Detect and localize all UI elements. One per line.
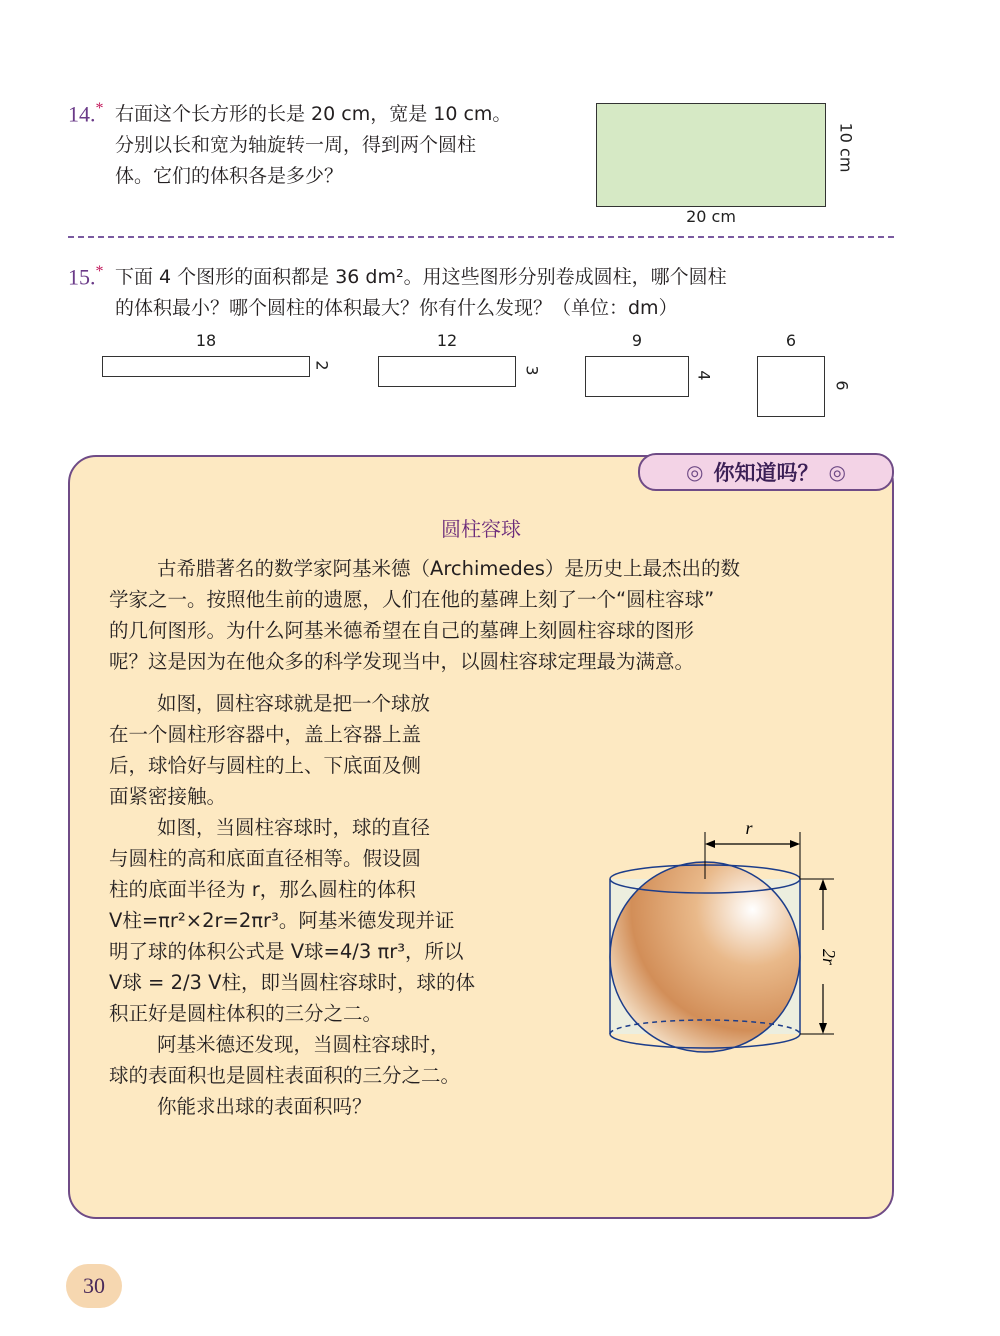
q14-text (115, 99, 511, 192)
intro-line: 呢？这是因为在他众多的科学发现当中，以圆柱容球定理最为满意。 (109, 650, 695, 673)
shape4-length-label: 6 (785, 331, 797, 350)
q15-text (115, 262, 727, 324)
formula-line: V柱=πr²×2r=2πr³。阿基米德发现并证 (109, 909, 455, 932)
body-paragraphs (109, 688, 539, 1122)
panel-title: 圆柱容球 (441, 517, 521, 541)
q14-line: 分别以长和宽为轴旋转一周，得到两个圆柱 (115, 134, 477, 156)
para3-line: 与圆柱的高和底面直径相等。假设圆 (109, 847, 422, 870)
q15-line: 下面 4 个图形的面积都是 36 dm²。用这些图形分别卷成圆柱，哪个圆柱 (115, 266, 727, 288)
intro-line: 的几何图形。为什么阿基米德希望在自己的墓碑上刻圆柱容球的图形 (109, 619, 695, 642)
q14-line: 右面这个长方形的长是 20 cm，宽是 10 cm。 (115, 103, 512, 125)
shape1-rectangle (102, 356, 310, 377)
q14-number: 14.* (68, 100, 104, 127)
shape2-length-label: 12 (436, 331, 458, 350)
cylinder-sphere-figure (596, 812, 866, 1062)
formula-line: 积正好是圆柱体积的三分之二。 (109, 1002, 383, 1025)
height-arrow-top (819, 879, 827, 890)
shape3-rectangle (585, 356, 689, 397)
para2-line: 后，球恰好与圆柱的上、下底面及侧 (109, 754, 422, 777)
formula-line: V球 = 2/3 V柱，即当圆柱容球时，球的体 (109, 971, 475, 994)
shape3-width-label: 4 (694, 370, 714, 381)
q15-number: 15.* (68, 263, 104, 290)
question-line: 你能求出球的表面积吗？ (157, 1095, 372, 1118)
height-label: 2r (819, 948, 839, 966)
circle-bullet-icon: ◎ (686, 460, 704, 484)
shape1-length-label: 18 (195, 331, 217, 350)
radius-arrow-left (705, 840, 715, 848)
para3-line: 柱的底面半径为 r，那么圆柱的体积 (109, 878, 416, 901)
shape2-width-label: 3 (522, 365, 542, 376)
para3-line: 如图，当圆柱容球时，球的直径 (157, 816, 431, 839)
para2-line: 面紧密接触。 (109, 785, 227, 808)
page-number: 30 (66, 1264, 122, 1308)
circle-bullet-icon: ◎ (828, 460, 846, 484)
section-divider (68, 236, 894, 238)
radius-label: r (745, 818, 753, 838)
shape1-width-label: 2 (312, 360, 332, 371)
q14-line: 体。它们的体积各是多少？ (115, 165, 344, 187)
para2-line: 在一个圆柱形容器中，盖上容器上盖 (109, 723, 422, 746)
q14-width-label: 10 cm (836, 122, 856, 173)
shape4-width-label: 6 (832, 380, 852, 391)
para4-line: 阿基米德还发现，当圆柱容球时， (157, 1033, 450, 1056)
intro-paragraph (109, 553, 869, 677)
radius-arrow-right (790, 840, 800, 848)
height-arrow-bottom (819, 1023, 827, 1034)
q14-length-label: 20 cm (686, 207, 736, 226)
q14-rectangle (596, 103, 826, 207)
para2-line: 如图，圆柱容球就是把一个球放 (157, 692, 431, 715)
para4-line: 球的表面积也是圆柱表面积的三分之二。 (109, 1064, 461, 1087)
q15-line: 的体积最小？哪个圆柱的体积最大？你有什么发现？（单位：dm） (115, 297, 678, 319)
intro-line: 学家之一。按照他生前的遗愿，人们在他的墓碑上刻了一个“圆柱容球” (109, 588, 715, 611)
shape4-rectangle (757, 356, 825, 417)
badge-title: 你知道吗？ (713, 461, 819, 485)
intro-line: 古希腊著名的数学家阿基米德（Archimedes）是历史上最杰出的数 (157, 557, 740, 580)
formula-line: 明了球的体积公式是 V球=4/3 πr³，所以 (109, 940, 464, 963)
shape2-rectangle (378, 356, 516, 387)
shape3-length-label: 9 (631, 331, 643, 350)
did-you-know-badge (638, 453, 894, 491)
